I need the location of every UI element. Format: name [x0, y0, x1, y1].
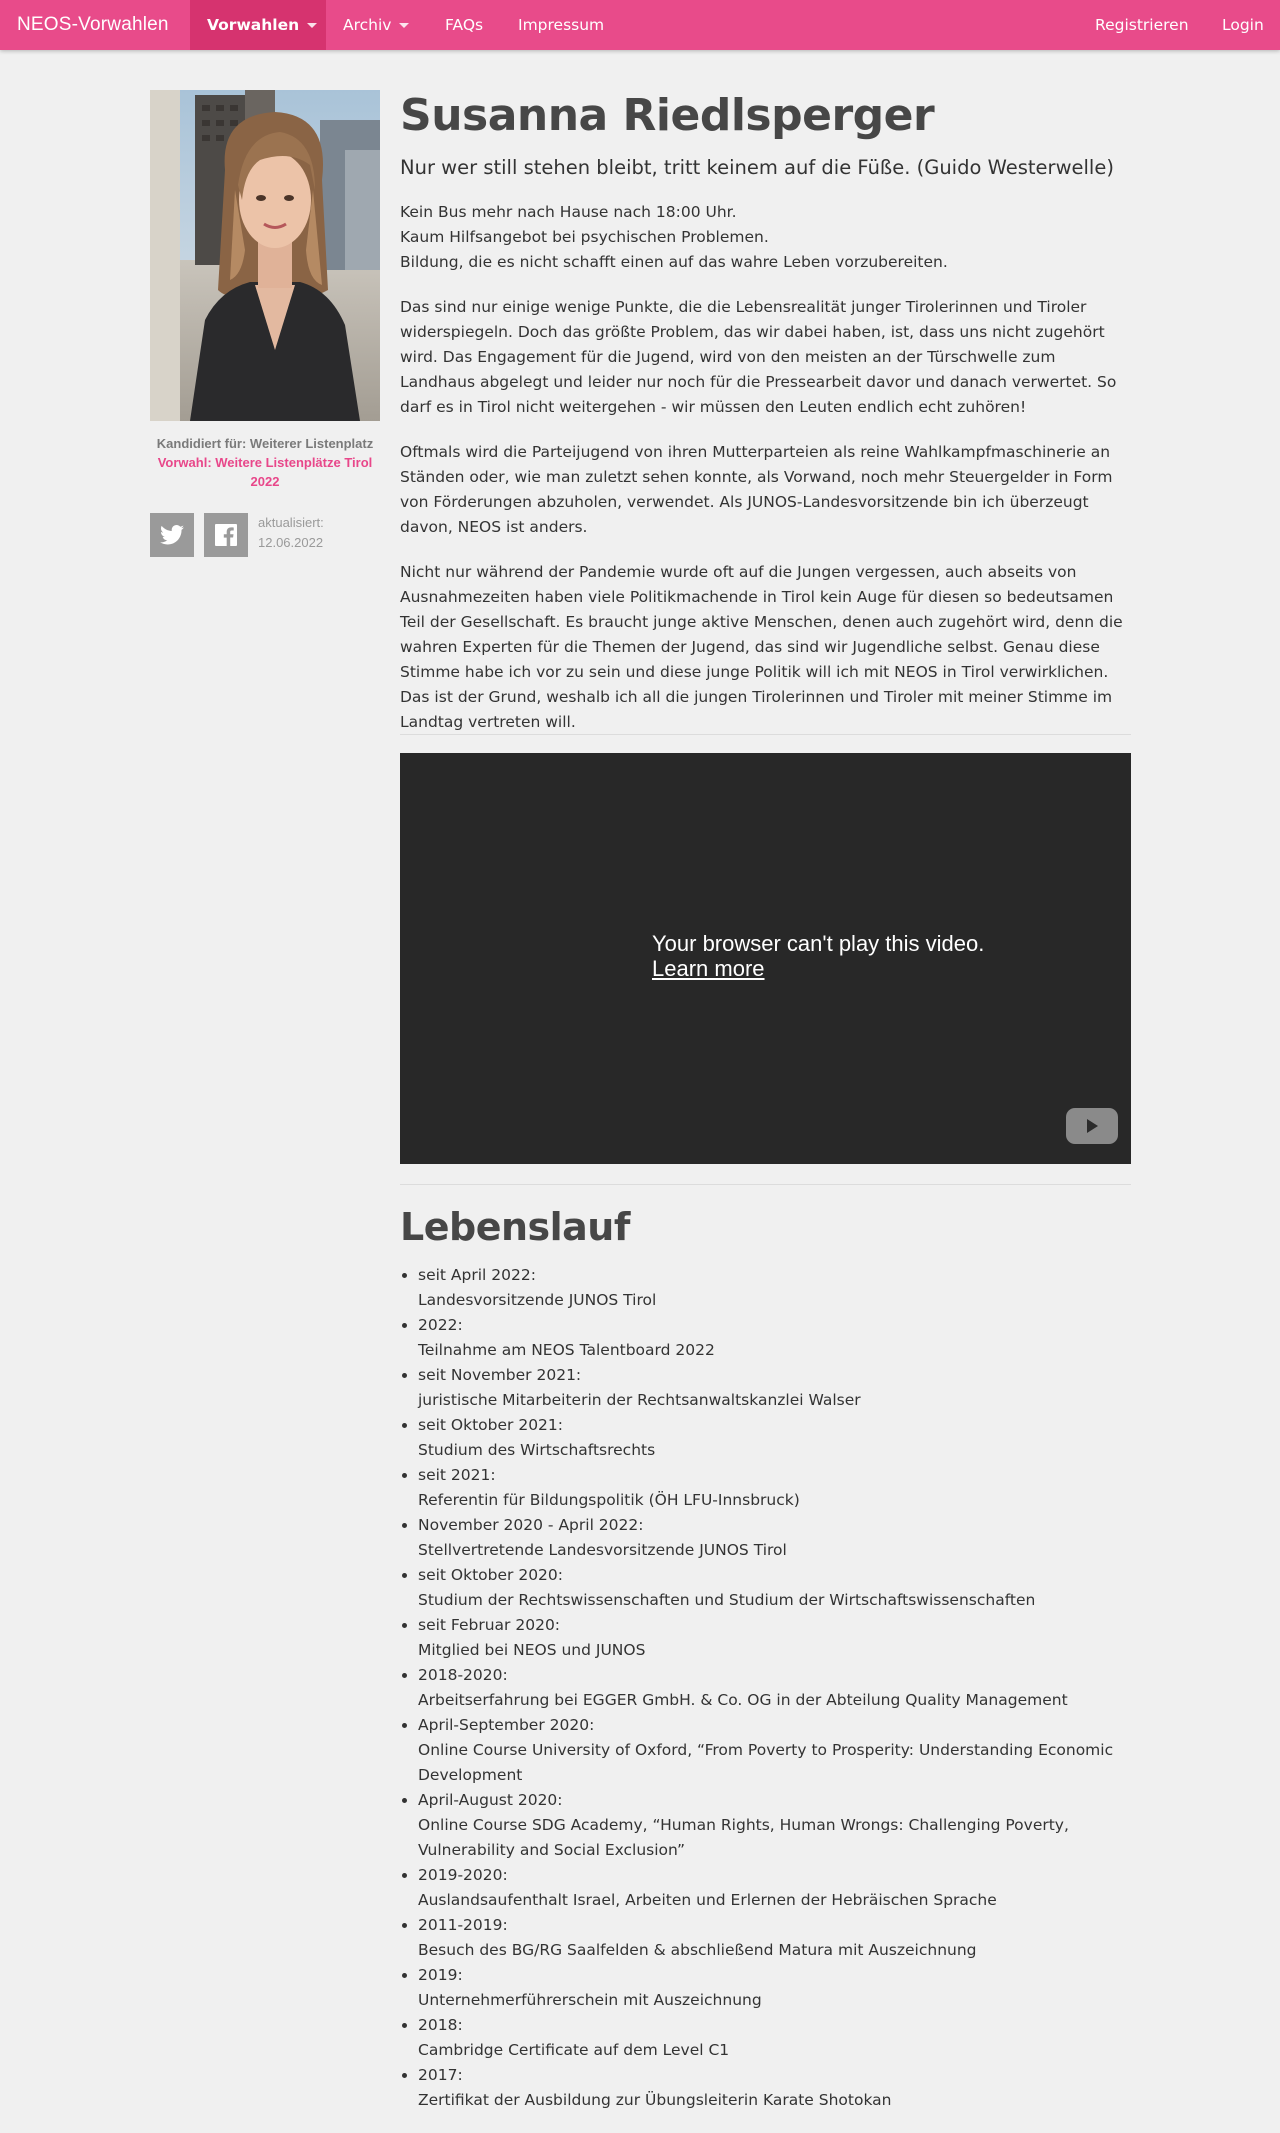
cv-date: • 2011-2019: [418, 1916, 508, 1934]
cv-item [418, 1663, 1118, 1713]
intro-line: Bildung, die es nicht schafft einen auf das wahre Leben vorzubereiten. [400, 253, 948, 271]
youtube-play-icon[interactable] [1066, 1108, 1118, 1144]
cv-text: Cambridge Certificate auf dem Level C1 [418, 2041, 730, 2059]
statement-paragraph: Nicht nur während der Pandemie wurde oft auf die Jungen vergessen, auch abseits von Ausnahmezeiten haben viele Politikmachende in Tirol kein Auge für diesen so bedeutsamen Teil der Gesellschaft. Es braucht junge aktive Menschen, denen auch zugehört wird, denn die wahren Experten für die Themen der Jugend, das sind wir Jugendliche selbst. Genau diese Stimme habe ich vor zu sein und diese junge Politik will ich mit NEOS in Tirol verwirklichen. Das ist der Grund, weshalb ich all die jungen Tirolerinnen und Tiroler mit meiner Stimme im Landtag vertreten will. [400, 563, 1123, 731]
divider [400, 734, 1131, 735]
cv-date: • April-September 2020: [418, 1716, 595, 1734]
twitter-icon [160, 525, 184, 545]
facebook-icon [215, 524, 237, 546]
cv-text: Unternehmerführerschein mit Auszeichnung [418, 1991, 762, 2009]
cv-item [418, 2013, 1118, 2063]
video-error-text: Your browser can't play this video. [652, 931, 985, 956]
cv-text: Zertifikat der Ausbildung zur Übungsleiterin Karate Shotokan [418, 2091, 892, 2109]
cv-text: Online Course University of Oxford, “From Poverty to Prosperity: Understanding Economic Development [418, 1741, 1114, 1784]
nav-vorwahlen-dropdown[interactable] [190, 0, 326, 50]
nav-login-link[interactable]: Login [1222, 16, 1264, 34]
cv-date: • 2019: [418, 1966, 463, 1984]
cv-text: Besuch des BG/RG Saalfelden & abschließend Matura mit Auszeichnung [418, 1941, 977, 1959]
cv-date: • seit April 2022: [418, 1266, 536, 1284]
cv-item [418, 1913, 1118, 1963]
cv-item [418, 1413, 1118, 1463]
cv-date: • 2018-2020: [418, 1666, 508, 1684]
primary-election-link[interactable]: Vorwahl: Weitere Listenplätze Tirol 2022 [157, 455, 373, 489]
nav-register-link[interactable]: Registrieren [1095, 16, 1189, 34]
cv-text: Referentin für Bildungspolitik (ÖH LFU-Innsbruck) [418, 1491, 800, 1509]
nav-faqs-link[interactable]: FAQs [445, 16, 484, 34]
cv-text: Auslandsaufenthalt Israel, Arbeiten und Erlernen der Hebräischen Sprache [418, 1891, 997, 1909]
candidate-photo [150, 90, 380, 421]
updated-date: 12.06.2022 [258, 535, 324, 550]
cv-date: • seit Februar 2020: [418, 1616, 561, 1634]
cv-text: Landesvorsitzende JUNOS Tirol [418, 1291, 657, 1309]
divider [400, 1184, 1131, 1185]
cv-text: Studium des Wirtschaftsrechts [418, 1441, 656, 1459]
statement-paragraph: Oftmals wird die Parteijugend von ihren Mutterparteien als reine Wahlkampfmaschinerie an Ständen oder, wie man zuletzt sehen konnte, als Vorwand, noch mehr Steuergelder in Form von Förderungen abzuholen, verwendet. Als JUNOS-Landesvorsitzende bin ich überzeugt davon, NEOS ist anders. [400, 443, 1113, 536]
updated-label: aktualisiert: [258, 515, 324, 530]
cv-item [418, 1713, 1118, 1788]
nav-vorwahlen-label: Vorwahlen [207, 16, 300, 34]
cv-item [418, 2063, 1118, 2113]
cv-item [418, 1463, 1118, 1513]
intro-line: Kein Bus mehr nach Hause nach 18:00 Uhr. [400, 203, 737, 221]
facebook-button[interactable] [204, 513, 248, 557]
candidacy-info [150, 434, 380, 491]
cv-text: Online Course SDG Academy, “Human Rights, Human Wrongs: Challenging Poverty, Vulnerability and Social Exclusion” [418, 1816, 1069, 1859]
cv-date: • 2019-2020: [418, 1866, 508, 1884]
cv-date: • 2017: [418, 2066, 463, 2084]
candidate-profile [400, 86, 1131, 735]
updated-info [258, 513, 378, 553]
candidacy-position: Kandidiert für: Weiterer Listenplatz [156, 436, 374, 451]
cv-list [418, 1263, 1118, 2113]
cv-date: • November 2020 - April 2022: [418, 1516, 644, 1534]
cv-item [418, 1963, 1118, 2013]
cv-text: Studium der Rechtswissenschaften und Studium der Wirtschaftswissenschaften [418, 1591, 1036, 1609]
cv-title: Lebenslauf [400, 1205, 630, 1249]
cv-text: Mitglied bei NEOS und JUNOS [418, 1641, 646, 1659]
twitter-button[interactable] [150, 513, 194, 557]
nav-archiv-label: Archiv [343, 16, 392, 34]
cv-item [418, 1788, 1118, 1863]
video-error-message [652, 931, 984, 981]
cv-item [418, 1513, 1118, 1563]
cv-date: • seit November 2021: [418, 1366, 582, 1384]
cv-text: Teilnahme am NEOS Talentboard 2022 [418, 1341, 715, 1359]
video-player[interactable] [400, 753, 1131, 1164]
cv-text: Stellvertretende Landesvorsitzende JUNOS Tirol [418, 1541, 787, 1559]
intro-line: Kaum Hilfsangebot bei psychischen Problemen. [400, 228, 769, 246]
candidate-name: Susanna Riedlsperger [400, 90, 935, 141]
cv-date: • 2018: [418, 2016, 463, 2034]
top-navbar [0, 0, 1280, 50]
cv-item [418, 1313, 1118, 1363]
statement-paragraph: Das sind nur einige wenige Punkte, die die Lebensrealität junger Tirolerinnen und Tiroler widerspiegeln. Doch das größte Problem, das wir dabei haben, ist, dass uns nicht zugehört wird. Das Engagement für die Jugend, wird von den meisten an der Türschwelle zum Landhaus abgelegt und leider nur noch für die Pressearbeit davor und danach verwertet. So darf es in Tirol nicht weitergehen - wir müssen den Leuten endlich echt zuhören! [400, 298, 1117, 416]
nav-archiv-dropdown[interactable] [343, 0, 409, 50]
nav-impressum-link[interactable]: Impressum [518, 16, 605, 34]
cv-item [418, 1363, 1118, 1413]
intro-lines [400, 200, 1131, 275]
cv-date: • seit 2021: [418, 1466, 496, 1484]
cv-date: • April-August 2020: [418, 1791, 563, 1809]
caret-down-icon [399, 23, 409, 28]
cv-date: • seit Oktober 2020: [418, 1566, 564, 1584]
learn-more-link[interactable]: Learn more [652, 956, 765, 981]
cv-item [418, 1263, 1118, 1313]
cv-item [418, 1563, 1118, 1613]
cv-text: Arbeitserfahrung bei EGGER GmbH. & Co. OG in der Abteilung Quality Management [418, 1691, 1068, 1709]
cv-item [418, 1863, 1118, 1913]
cv-date: • 2022: [418, 1316, 463, 1334]
candidate-quote: Nur wer still stehen bleibt, tritt keinem auf die Füße. (Guido Westerwelle) [400, 156, 1114, 179]
brand-link[interactable]: NEOS-Vorwahlen [17, 14, 169, 35]
caret-down-icon [307, 23, 317, 28]
cv-text: juristische Mitarbeiterin der Rechtsanwaltskanzlei Walser [418, 1391, 861, 1409]
cv-item [418, 1613, 1118, 1663]
cv-date: • seit Oktober 2021: [418, 1416, 564, 1434]
